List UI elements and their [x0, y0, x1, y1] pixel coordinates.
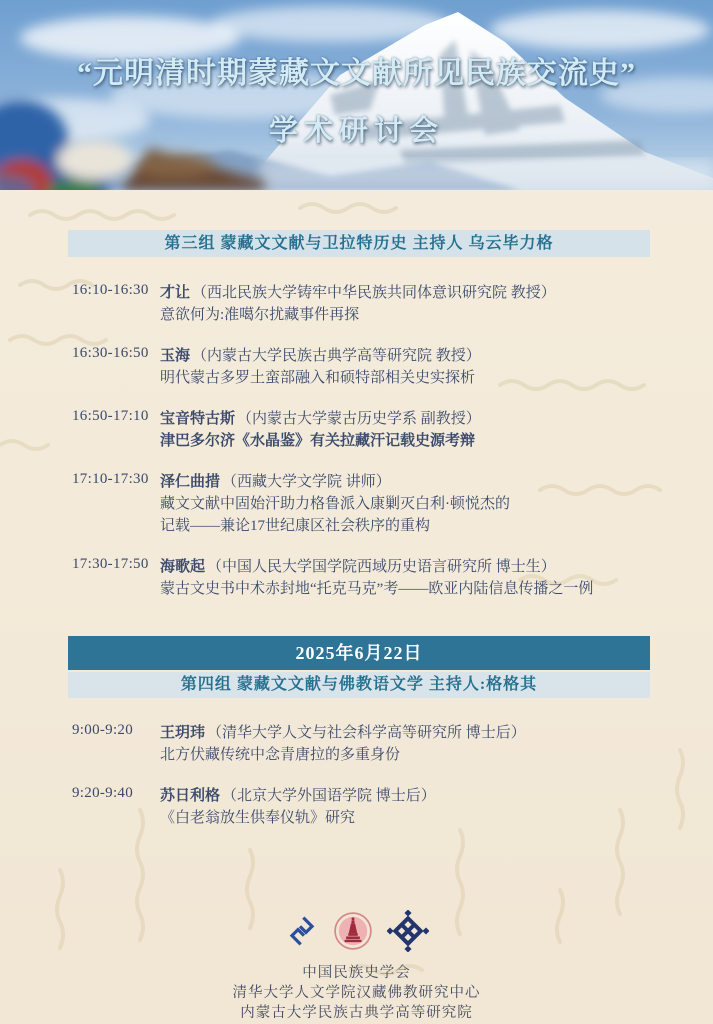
schedule-item: [72, 408, 650, 452]
item-detail: [160, 345, 650, 389]
paper-title: 北方伏藏传统中念青唐拉的多重身份: [160, 747, 401, 763]
speaker-name: 宝音特古斯: [160, 411, 236, 427]
schedule-item: [72, 785, 650, 829]
speaker-line: [160, 556, 650, 578]
session4-band: 第四组 蒙藏文文献与佛教语文学 主持人:格格其: [68, 672, 650, 698]
schedule-content: [0, 190, 713, 1023]
organizer-line: 清华大学人文学院汉藏佛教研究中心: [232, 985, 481, 1001]
speaker-line: [160, 722, 650, 744]
speaker-name: 泽仁曲措: [160, 474, 221, 490]
item-detail: [160, 408, 650, 452]
item-detail: [160, 471, 650, 537]
date-banner: 2025年6月22日: [68, 636, 650, 670]
item-time: 16:30-16:50: [72, 345, 149, 361]
item-time: 17:30-17:50: [72, 556, 149, 572]
paper-title: 藏文文献中固始汗助力格鲁派入康剿灭白利·顿悦杰的: [160, 496, 510, 512]
header-photo: [0, 0, 713, 190]
organizer-line: 中国民族史学会: [302, 965, 411, 981]
speaker-name: 苏日利格: [160, 788, 221, 804]
item-detail: [160, 556, 650, 600]
speaker-affiliation: （西藏大学文学院 讲师）: [222, 474, 391, 490]
schedule-item: [72, 471, 650, 537]
item-time: 17:10-17:30: [72, 471, 149, 487]
speaker-line: [160, 408, 650, 430]
speaker-name: 玉海: [160, 348, 191, 364]
speaker-affiliation: （清华大学人文与社会科学高等研究所 博士后）: [207, 725, 526, 741]
item-detail: [160, 282, 650, 326]
speaker-line: [160, 282, 650, 304]
paper-title: 蒙古文史书中术赤封地“托克马克”考——欧亚内陆信息传播之一例: [160, 581, 594, 597]
society-logo-icon: [285, 914, 319, 948]
speaker-affiliation: （内蒙古大学蒙古历史学系 副教授）: [237, 411, 481, 427]
organizer-names: [0, 963, 713, 1023]
item-time: 9:20-9:40: [72, 785, 134, 801]
item-time: 9:00-9:20: [72, 722, 134, 738]
session3-band: 第三组 蒙藏文文献与卫拉特历史 主持人 乌云毕力格: [68, 230, 650, 257]
poster-title: “元明清时期蒙藏文文献所见民族交流史”: [77, 56, 636, 90]
paper-title: 津巴多尔济《水晶鉴》有关拉藏汗记载史源考辩: [160, 433, 476, 449]
speaker-affiliation: （西北民族大学铸牢中华民族共同体意识研究院 教授）: [192, 285, 556, 301]
paper-title: 意欲何为:准噶尔扰藏事件再探: [160, 307, 360, 323]
speaker-name: 才让: [160, 285, 191, 301]
schedule-item: [72, 282, 650, 326]
poster-title-block: [0, 0, 713, 190]
session3-rows: [72, 282, 650, 600]
speaker-name: 海歌起: [160, 559, 206, 575]
speaker-line: [160, 345, 650, 367]
paper-title: 《白老翁放生供奉仪轨》研究: [160, 810, 356, 826]
poster-subtitle: 学术研讨会: [268, 114, 444, 147]
item-detail: [160, 785, 650, 829]
paper-title-continued: 记载——兼论17世纪康区社会秩序的重构: [160, 518, 431, 534]
olzii-knot-logo-icon: [387, 910, 429, 952]
speaker-affiliation: （北京大学外国语学院 博士后）: [222, 788, 436, 804]
speaker-line: [160, 471, 650, 493]
speaker-affiliation: （内蒙古大学民族古典学高等研究院 教授）: [192, 348, 481, 364]
organizer-line: 内蒙古大学民族古典学高等研究院: [240, 1005, 473, 1021]
paper-title: 明代蒙古多罗土蛮部融入和硕特部相关史实探析: [160, 370, 476, 386]
session4-rows: [72, 722, 650, 829]
stupa-logo-icon: [333, 911, 373, 951]
item-time: 16:50-17:10: [72, 408, 149, 424]
schedule-item: [72, 345, 650, 389]
schedule-item: [72, 556, 650, 600]
speaker-affiliation: （中国人民大学国学院西域历史语言研究所 博士生）: [207, 559, 556, 575]
schedule-item: [72, 722, 650, 766]
speaker-line: [160, 785, 650, 807]
speaker-name: 王玥玮: [160, 725, 206, 741]
footer: [0, 911, 713, 1023]
organizer-logos: [0, 911, 713, 951]
item-detail: [160, 722, 650, 766]
item-time: 16:10-16:30: [72, 282, 149, 298]
